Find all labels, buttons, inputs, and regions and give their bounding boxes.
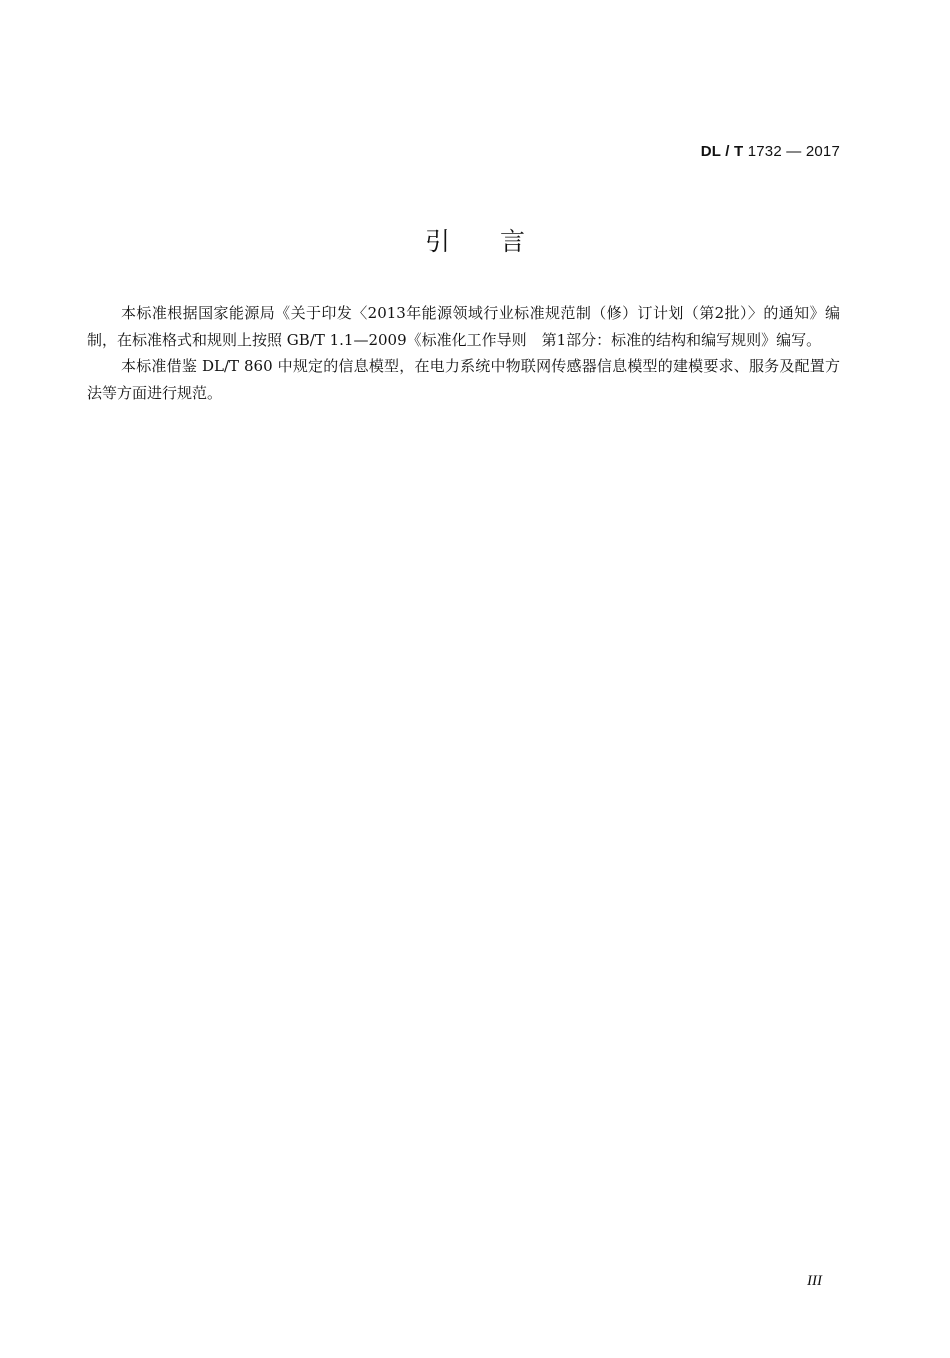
section-title: 引言 — [424, 227, 575, 256]
document-code-number: 1732 — 2017 — [743, 143, 840, 160]
paragraph-1: 本标准根据国家能源局《关于印发〈2013年能源领域行业标准规范制（修）订计划（第2批）〉的通知》编制，在标准格式和规则上按照 GB/T 1.1—2009《标准化工作导则 第1部分：标准的结构和编写规则》编写。 — [87, 304, 840, 349]
document-code — [701, 143, 840, 160]
page-number: III — [807, 1273, 822, 1289]
document-code-prefix: DL / T — [700, 143, 744, 160]
body-text — [87, 300, 840, 406]
paragraph-2: 本标准借鉴 DL/T 860 中规定的信息模型，在电力系统中物联网传感器信息模型的建模要求、服务及配置方法等方面进行规范。 — [87, 357, 840, 402]
